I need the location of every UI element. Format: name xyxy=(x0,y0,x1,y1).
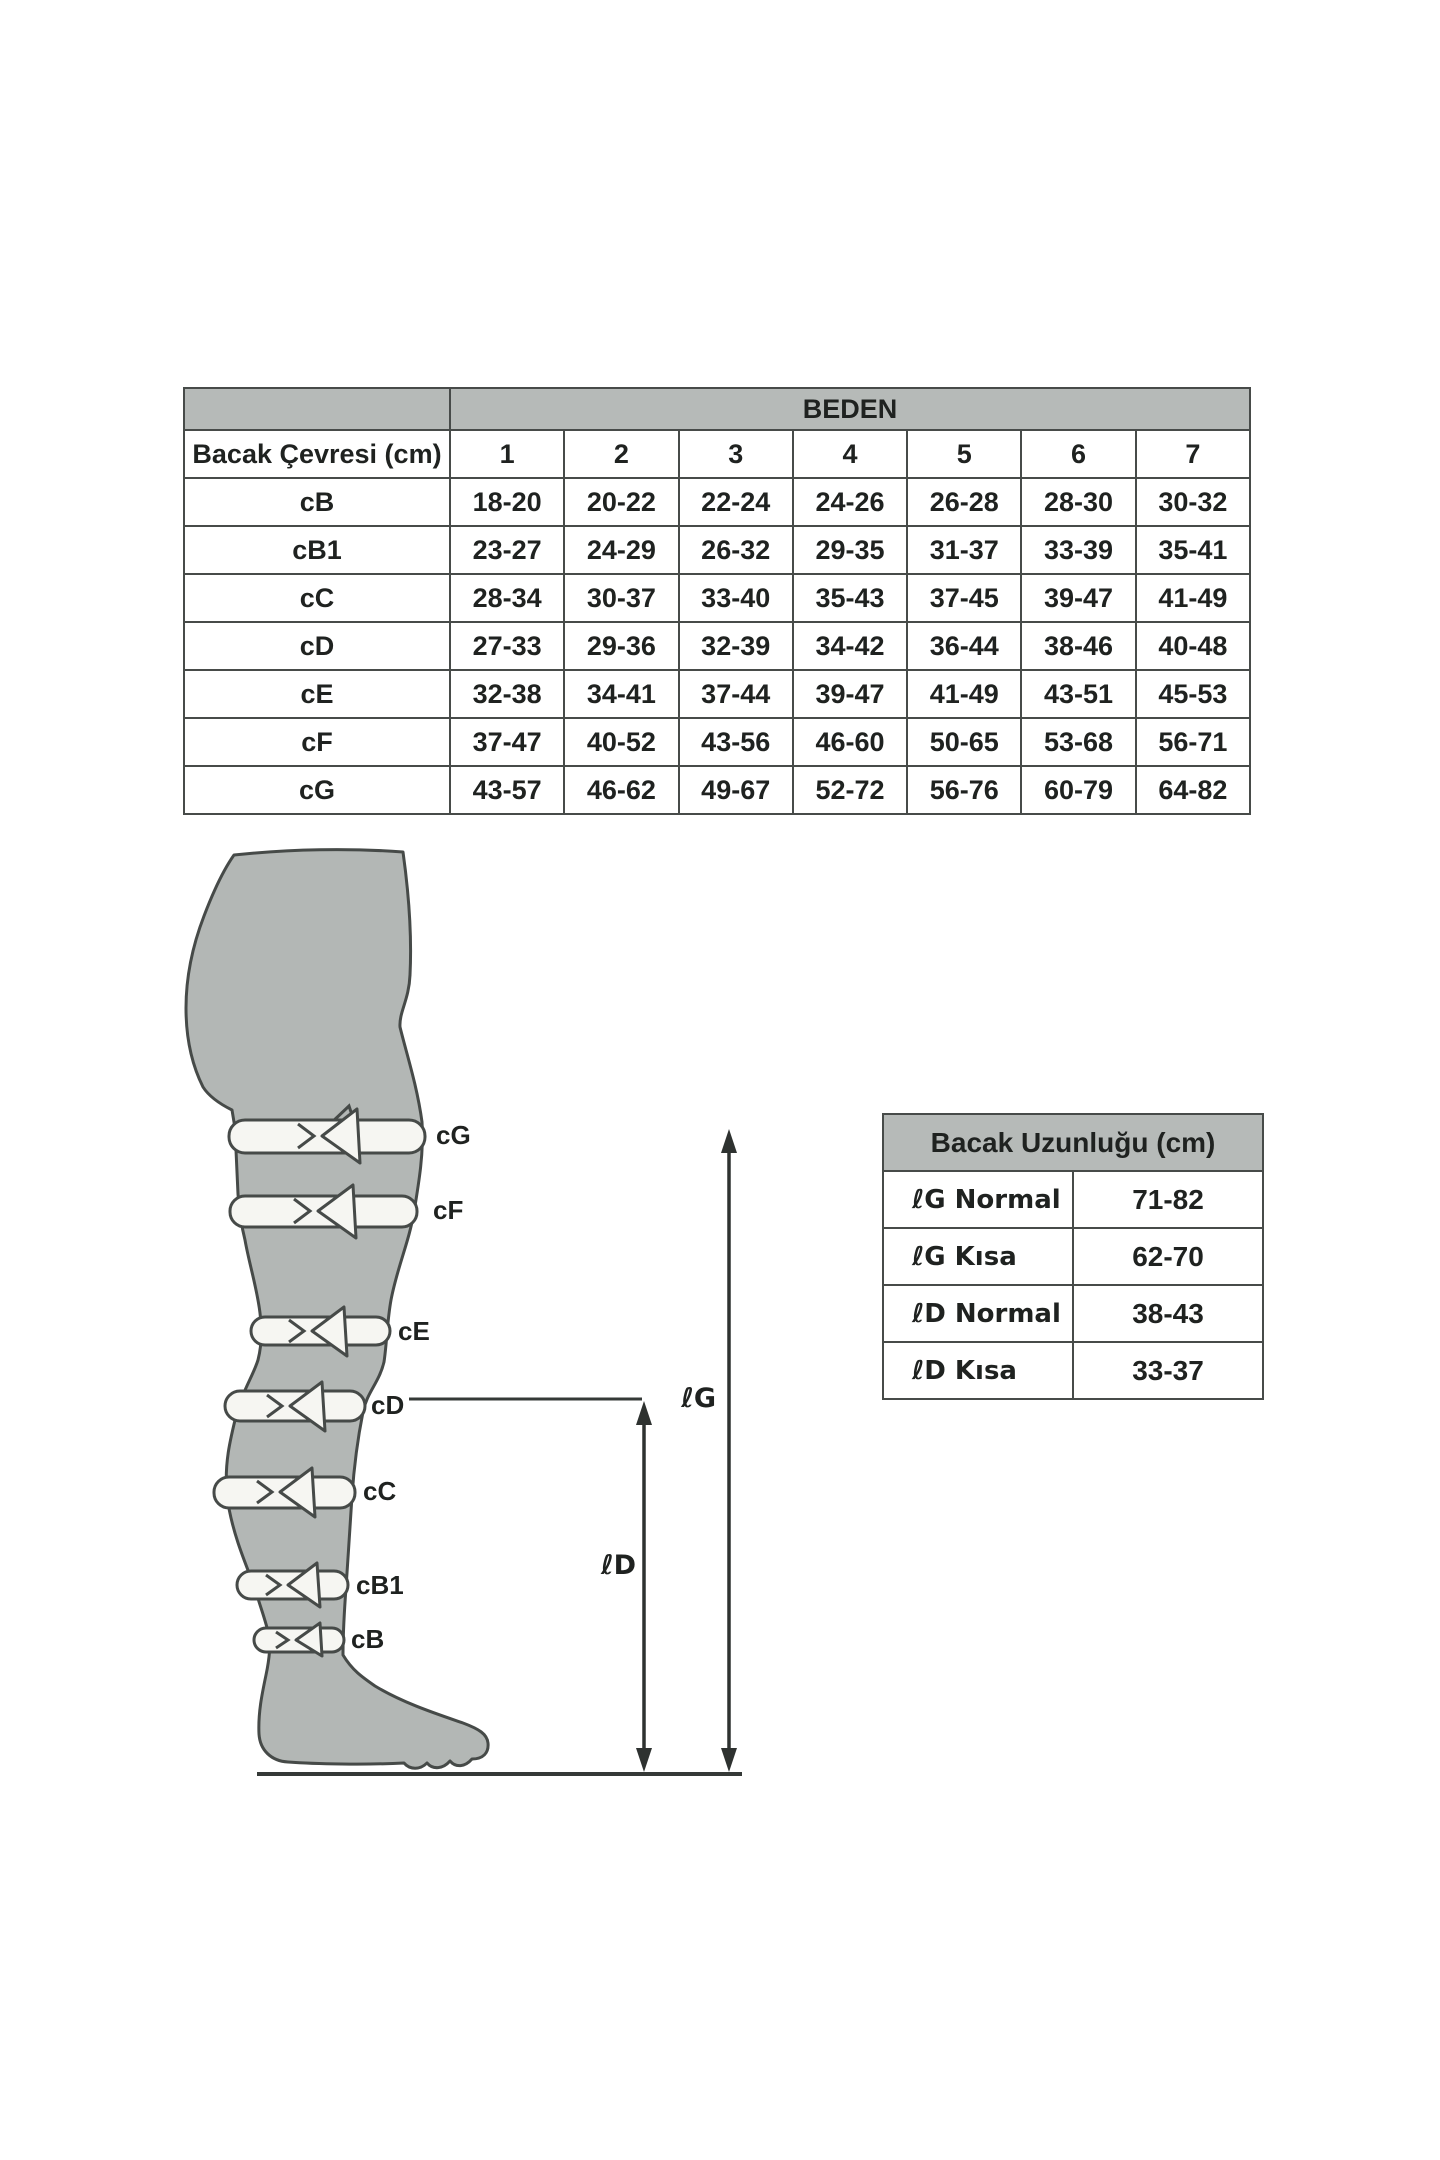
size-column-header: 6 xyxy=(1021,430,1135,478)
beden-header-cell: BEDEN xyxy=(450,388,1250,430)
size-range-cell: 41-49 xyxy=(907,670,1021,718)
band-label-cE: cE xyxy=(398,1316,430,1346)
arrow-down-icon xyxy=(721,1748,737,1772)
size-range-cell: 30-32 xyxy=(1136,478,1250,526)
size-range-cell: 30-37 xyxy=(564,574,678,622)
size-range-cell: 27-33 xyxy=(450,622,564,670)
size-range-cell: 22-24 xyxy=(679,478,793,526)
size-range-cell: 41-49 xyxy=(1136,574,1250,622)
leg-length-label: ℓG Kısa xyxy=(883,1228,1073,1285)
size-range-cell: 23-27 xyxy=(450,526,564,574)
size-range-cell: 32-38 xyxy=(450,670,564,718)
size-range-cell: 26-28 xyxy=(907,478,1021,526)
size-range-cell: 29-36 xyxy=(564,622,678,670)
size-range-cell: 39-47 xyxy=(793,670,907,718)
measure-point-label: cB xyxy=(184,478,450,526)
size-range-cell: 34-41 xyxy=(564,670,678,718)
size-column-header: 5 xyxy=(907,430,1021,478)
size-range-cell: 34-42 xyxy=(793,622,907,670)
measure-point-label: cC xyxy=(184,574,450,622)
size-range-cell: 56-76 xyxy=(907,766,1021,814)
arrow-up-icon xyxy=(721,1129,737,1153)
size-range-cell: 36-44 xyxy=(907,622,1021,670)
size-range-cell: 43-56 xyxy=(679,718,793,766)
band-cB1 xyxy=(237,1563,404,1607)
size-range-cell: 45-53 xyxy=(1136,670,1250,718)
size-range-cell: 46-60 xyxy=(793,718,907,766)
measure-point-label: cE xyxy=(184,670,450,718)
size-range-cell: 37-45 xyxy=(907,574,1021,622)
lG-label: ℓG xyxy=(681,1383,716,1414)
row-header-cell: Bacak Çevresi (cm) xyxy=(184,430,450,478)
measure-point-label: cG xyxy=(184,766,450,814)
size-range-cell: 37-44 xyxy=(679,670,793,718)
leg-length-value: 71-82 xyxy=(1073,1171,1263,1228)
size-range-cell: 20-22 xyxy=(564,478,678,526)
size-range-cell: 28-34 xyxy=(450,574,564,622)
band-label-cB1: cB1 xyxy=(356,1570,404,1600)
size-range-cell: 37-47 xyxy=(450,718,564,766)
size-range-cell: 46-62 xyxy=(564,766,678,814)
size-range-cell: 35-43 xyxy=(793,574,907,622)
size-range-cell: 40-52 xyxy=(564,718,678,766)
band-label-cB: cB xyxy=(351,1624,385,1654)
size-column-header: 4 xyxy=(793,430,907,478)
measure-point-label: cD xyxy=(184,622,450,670)
leg-length-label: ℓD Kısa xyxy=(883,1342,1073,1399)
size-range-cell: 39-47 xyxy=(1021,574,1135,622)
size-range-cell: 29-35 xyxy=(793,526,907,574)
size-range-cell: 40-48 xyxy=(1136,622,1250,670)
band-label-cF: cF xyxy=(433,1195,464,1225)
size-range-cell: 35-41 xyxy=(1136,526,1250,574)
measure-point-label: cF xyxy=(184,718,450,766)
size-column-header: 2 xyxy=(564,430,678,478)
size-range-cell: 56-71 xyxy=(1136,718,1250,766)
size-range-cell: 49-67 xyxy=(679,766,793,814)
band-label-cG: cG xyxy=(436,1120,471,1150)
arrow-down-icon xyxy=(636,1748,652,1772)
size-range-cell: 18-20 xyxy=(450,478,564,526)
band-label-cD: cD xyxy=(371,1390,405,1420)
size-range-cell: 64-82 xyxy=(1136,766,1250,814)
size-range-cell: 32-39 xyxy=(679,622,793,670)
lG-measure-arrow xyxy=(680,1129,737,1772)
leg-length-label: ℓD Normal xyxy=(883,1285,1073,1342)
leg-length-title-cell: Bacak Uzunluğu (cm) xyxy=(883,1114,1263,1171)
measure-point-label: cB1 xyxy=(184,526,450,574)
size-range-cell: 60-79 xyxy=(1021,766,1135,814)
size-range-cell: 33-40 xyxy=(679,574,793,622)
lD-label: ℓD xyxy=(600,1550,636,1581)
size-column-header: 3 xyxy=(679,430,793,478)
size-range-cell: 26-32 xyxy=(679,526,793,574)
size-range-cell: 53-68 xyxy=(1021,718,1135,766)
leg-length-value: 62-70 xyxy=(1073,1228,1263,1285)
lD-measure-arrow xyxy=(600,1401,652,1772)
size-range-cell: 43-51 xyxy=(1021,670,1135,718)
size-range-cell: 43-57 xyxy=(450,766,564,814)
leg-length-label: ℓG Normal xyxy=(883,1171,1073,1228)
size-range-cell: 24-26 xyxy=(793,478,907,526)
size-range-cell: 52-72 xyxy=(793,766,907,814)
size-range-cell: 33-39 xyxy=(1021,526,1135,574)
band-cB xyxy=(254,1623,384,1656)
band-label-cC: cC xyxy=(363,1476,397,1506)
size-range-cell: 50-65 xyxy=(907,718,1021,766)
size-column-header: 1 xyxy=(450,430,564,478)
size-range-cell: 31-37 xyxy=(907,526,1021,574)
size-range-cell: 28-30 xyxy=(1021,478,1135,526)
size-range-cell: 24-29 xyxy=(564,526,678,574)
arrow-up-icon xyxy=(636,1401,652,1425)
size-column-header: 7 xyxy=(1136,430,1250,478)
leg-length-value: 33-37 xyxy=(1073,1342,1263,1399)
size-range-cell: 38-46 xyxy=(1021,622,1135,670)
leg-length-value: 38-43 xyxy=(1073,1285,1263,1342)
